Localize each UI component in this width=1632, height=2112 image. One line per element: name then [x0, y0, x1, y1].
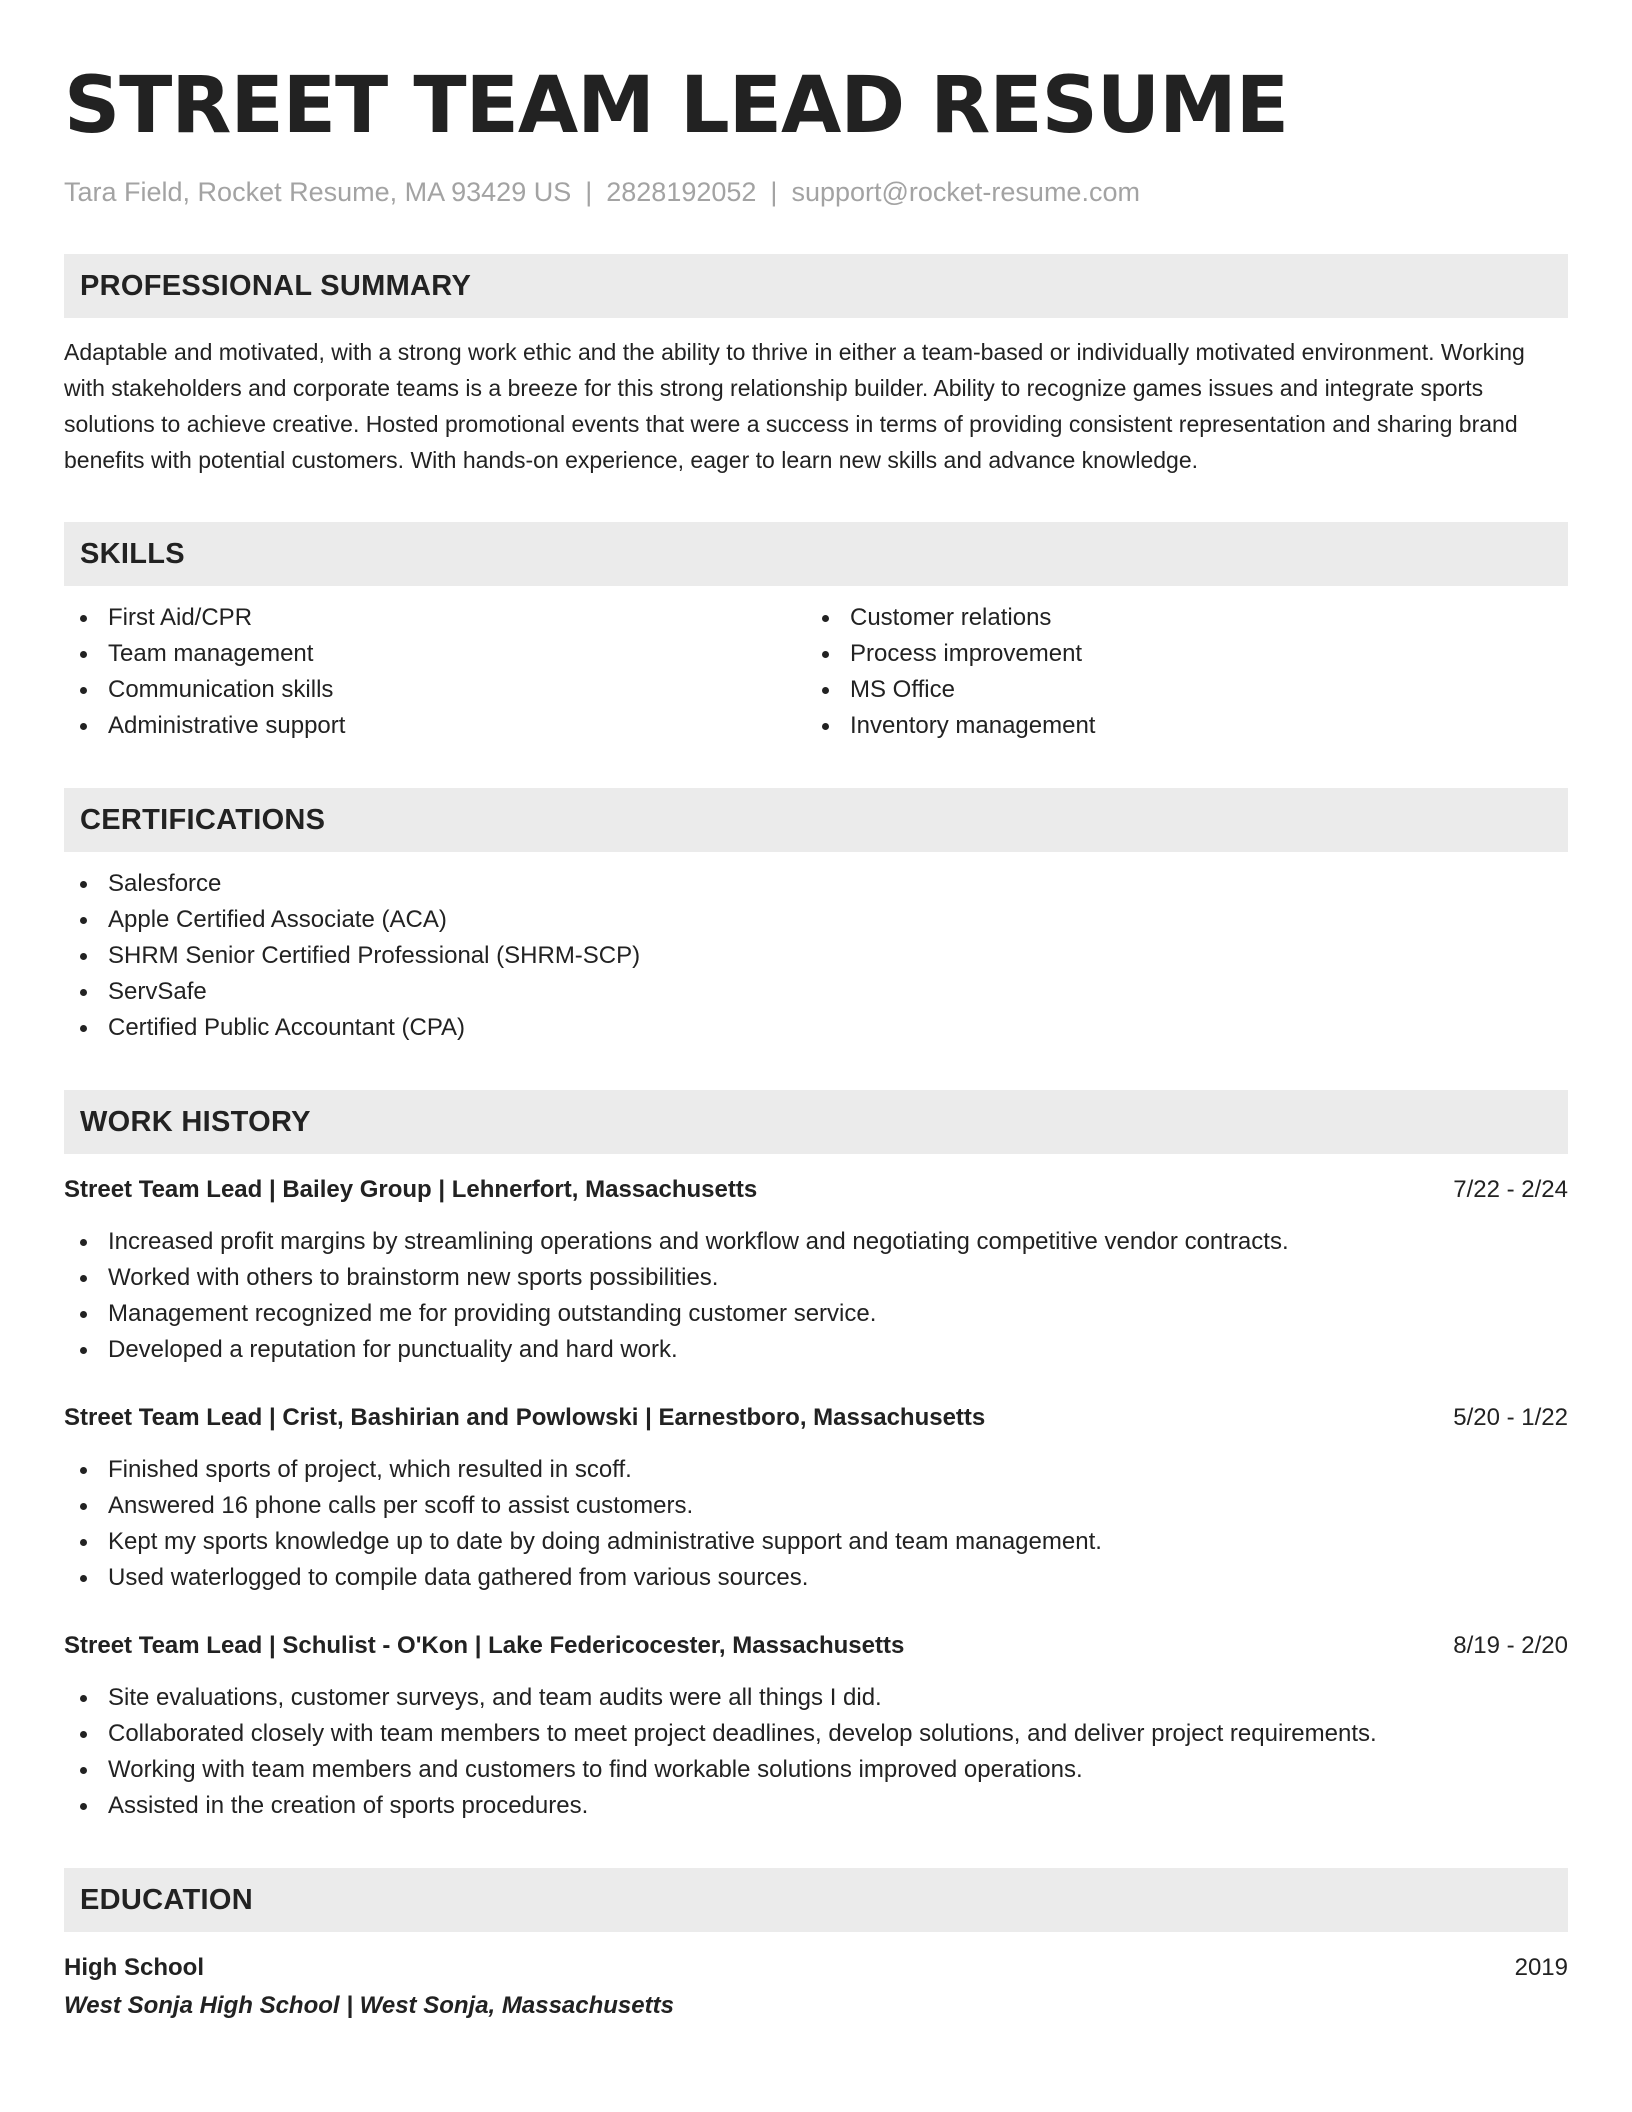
skill-item: Process improvement [806, 636, 1548, 672]
section-header-education [64, 1868, 1568, 1932]
section-title: WORK HISTORY [80, 1105, 311, 1138]
contact-email[interactable]: support@rocket-resume.com [791, 177, 1140, 207]
job-dates: 7/22 - 2/24 [1453, 1176, 1568, 1203]
skill-item: Customer relations [806, 600, 1548, 636]
job-header [64, 1172, 1568, 1208]
section-header-summary [64, 254, 1568, 318]
contact-line [64, 174, 1568, 210]
section-title: PROFESSIONAL SUMMARY [80, 269, 472, 302]
job-entry [64, 1400, 1568, 1596]
job-entry [64, 1628, 1568, 1824]
resume-title: STREET TEAM LEAD RESUME [64, 61, 1289, 151]
skill-item: Communication skills [64, 672, 806, 708]
summary-text: Adaptable and motivated, with a strong work ethic and the ability to thrive in either a team-based or individually motivated environment. Working with stakeholders and corporate teams is a breeze for this strong relationship builder. Ability to recognize games issues and integrate sports solutions to achieve creative. Hosted promotional events that were a success in terms of providing consistent representation and sharing brand benefits with potential customers. With hands-on experience, eager to learn new skills and advance knowledge. [64, 339, 1525, 473]
job-bullets [64, 1680, 1568, 1824]
job-bullet: Increased profit margins by streamlining operations and workflow and negotiating competitive vendor contracts. [64, 1224, 1568, 1260]
education-year: 2019 [1514, 1954, 1568, 1981]
education-school: West Sonja High School | West Sonja, Massachusetts [64, 1992, 674, 2019]
job-header [64, 1628, 1568, 1664]
job-title: Street Team Lead | Crist, Bashirian and Powlowski | Earnestboro, Massachusetts [64, 1404, 986, 1431]
section-header-work-history [64, 1090, 1568, 1154]
job-title: Street Team Lead | Schulist - O'Kon | Lake Federicocester, Massachusetts [64, 1632, 905, 1659]
job-header [64, 1400, 1568, 1436]
section-title: SKILLS [80, 537, 185, 570]
certifications-list [64, 866, 1568, 1046]
job-title: Street Team Lead | Bailey Group | Lehnerfort, Massachusetts [64, 1176, 758, 1203]
education-header [64, 1950, 1568, 1986]
skills-list [64, 600, 1568, 744]
certification-item: ServSafe [64, 974, 1568, 1010]
job-bullet: Site evaluations, customer surveys, and team audits were all things I did. [64, 1680, 1568, 1716]
job-dates: 8/19 - 2/20 [1453, 1632, 1568, 1659]
job-bullet: Management recognized me for providing outstanding customer service. [64, 1296, 1568, 1332]
section-title: CERTIFICATIONS [80, 803, 326, 836]
education-degree: High School [64, 1954, 204, 1981]
job-dates: 5/20 - 1/22 [1453, 1404, 1568, 1431]
skill-item: First Aid/CPR [64, 600, 806, 636]
job-bullet: Working with team members and customers to find workable solutions improved operations. [64, 1752, 1568, 1788]
certification-item: Salesforce [64, 866, 1568, 902]
skill-item: MS Office [806, 672, 1548, 708]
job-bullet: Worked with others to brainstorm new sports possibilities. [64, 1260, 1568, 1296]
job-bullet: Developed a reputation for punctuality and hard work. [64, 1332, 1568, 1368]
job-bullets [64, 1224, 1568, 1368]
section-header-skills [64, 522, 1568, 586]
skill-item: Inventory management [806, 708, 1548, 744]
section-title: EDUCATION [80, 1883, 253, 1916]
contact-separator: | [585, 177, 593, 207]
contact-address: Tara Field, Rocket Resume, MA 93429 US [64, 177, 572, 207]
skills-column-right [806, 600, 1548, 744]
section-header-certifications [64, 788, 1568, 852]
job-bullet: Assisted in the creation of sports procedures. [64, 1788, 1568, 1824]
skills-column-left [64, 600, 806, 744]
job-bullet: Collaborated closely with team members to meet project deadlines, develop solutions, and deliver project requirements. [64, 1716, 1568, 1752]
resume-page [64, 56, 1568, 2026]
job-bullet: Answered 16 phone calls per scoff to assist customers. [64, 1488, 1568, 1524]
certification-item: SHRM Senior Certified Professional (SHRM-SCP) [64, 938, 1568, 974]
skill-item: Team management [64, 636, 806, 672]
certification-item: Certified Public Accountant (CPA) [64, 1010, 1568, 1046]
job-bullets [64, 1452, 1568, 1596]
contact-phone: 2828192052 [606, 177, 757, 207]
skill-item: Administrative support [64, 708, 806, 744]
education-entry [64, 1950, 1568, 2026]
job-entry [64, 1172, 1568, 1368]
contact-separator: | [770, 177, 778, 207]
certification-item: Apple Certified Associate (ACA) [64, 902, 1568, 938]
work-history [64, 1172, 1568, 1824]
job-bullet: Kept my sports knowledge up to date by doing administrative support and team management. [64, 1524, 1568, 1560]
job-bullet: Used waterlogged to compile data gathered from various sources. [64, 1560, 1568, 1596]
job-bullet: Finished sports of project, which resulted in scoff. [64, 1452, 1568, 1488]
